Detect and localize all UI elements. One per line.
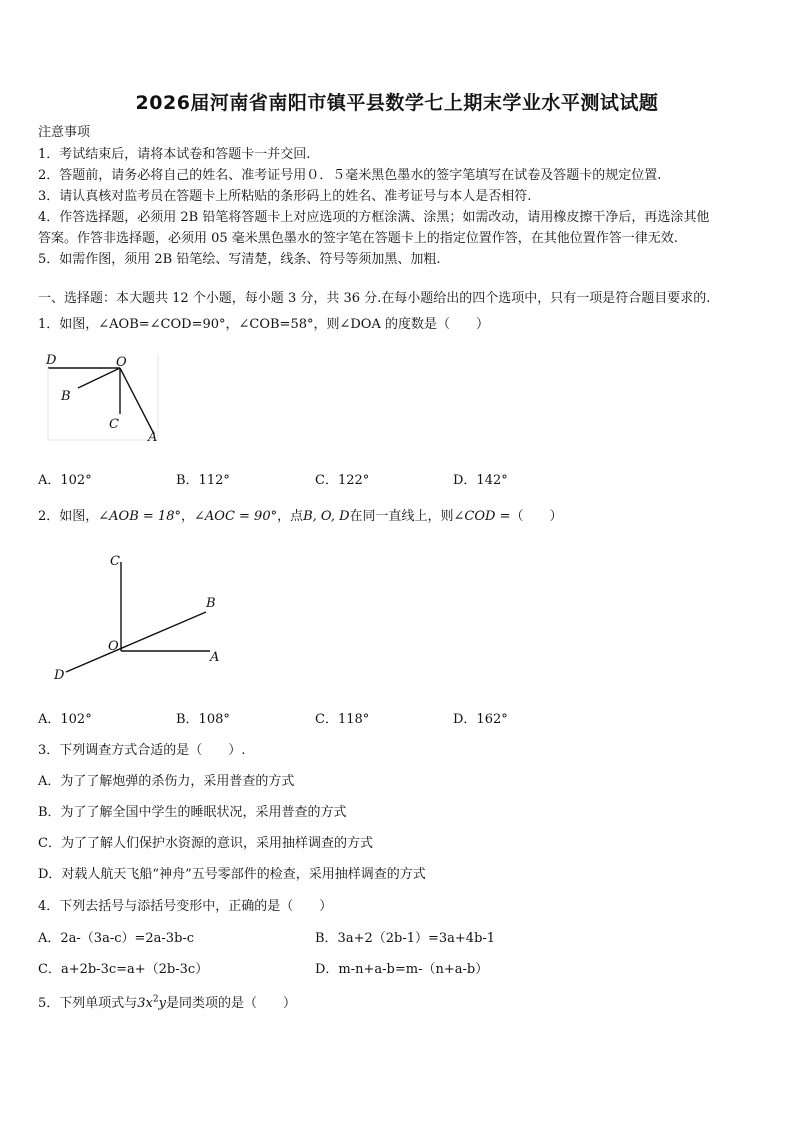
question-1-stem: 1．如图，∠AOB=∠COD=90°，∠COB=58°，则∠DOA 的度数是（ ） <box>38 317 489 332</box>
q3-option-d: D．对载人航天飞船“神舟”五号零部件的检查，采用抽样调查的方式 <box>38 867 426 882</box>
q5-expr-exponent: 2 <box>152 994 159 1005</box>
q4-option-d: D．m-n+a-b=m-（n+a-b） <box>315 962 489 977</box>
q2-sep: ， <box>180 509 194 524</box>
q3-option-c: C．为了了解人们保护水资源的意识，采用抽样调查的方式 <box>38 836 373 851</box>
q2-label-d: D <box>54 668 65 683</box>
notes-heading: 注意事项 <box>38 125 91 140</box>
q4-option-c: C．a+2b-3c=a+（2b-3c） <box>38 962 209 977</box>
question-2-figure <box>48 548 228 688</box>
note-item: 答案。作答非选择题，必须用 05 毫米黑色墨水的签字笔在答题卡上的指定位置作答，在其他位置作答一律无效. <box>38 231 678 246</box>
q1-label-d: D <box>46 353 57 368</box>
q5-stem-prefix: 5．下列单项式与 <box>38 996 138 1011</box>
note-item: 1．考试结束后，请将本试卷和答题卡一并交回. <box>38 147 311 162</box>
q2-option-a: A．102° <box>38 712 92 727</box>
q2-mid2: 在同一直线上，则 <box>349 509 454 524</box>
q1-label-b: B <box>61 389 71 404</box>
note-item: 3．请认真核对监考员在答题卡上所粘贴的条形码上的姓名、准考证号与本人是否相符. <box>38 189 532 204</box>
q3-option-b: B．为了了解全国中学生的睡眠状况，采用普查的方式 <box>38 805 347 820</box>
question-2-stem <box>38 505 563 524</box>
q2-points: B, O, D <box>303 509 350 524</box>
q4-option-a: A．2a-（3a-c）=2a-3b-c <box>38 931 195 946</box>
q2-angle-aob: ∠AOB = 18° <box>98 509 181 524</box>
q5-expr-var: y <box>158 996 166 1011</box>
q3-option-a: A．为了了解炮弹的杀伤力，采用普查的方式 <box>38 774 295 789</box>
q1-label-a: A <box>148 430 158 445</box>
question-5-stem <box>38 992 296 1011</box>
q2-label-c: C <box>110 554 120 569</box>
q1-option-d: D．142° <box>453 473 508 488</box>
question-4-stem: 4．下列去括号与添括号变形中，正确的是（ ） <box>38 899 333 914</box>
note-item: 2．答题前，请务必将自己的姓名、准考证号用０．５毫米黑色墨水的签字笔填写在试卷及答题卡的规定位置. <box>38 168 662 183</box>
q2-option-b: B．108° <box>176 712 230 727</box>
q2-option-d: D．162° <box>453 712 508 727</box>
q2-option-c: C．118° <box>315 712 370 727</box>
q1-option-c: C．122° <box>315 473 370 488</box>
note-item: 4．作答选择题，必须用 2B 铅笔将答题卡上对应选项的方框涂满、涂黑；如需改动，请用橡皮擦干净后，再选涂其他 <box>38 210 710 225</box>
q5-stem-end: 是同类项的是（ ） <box>165 996 296 1011</box>
q1-option-b: B．112° <box>176 473 230 488</box>
q4-option-b: B．3a+2（2b-1）=3a+4b-1 <box>315 931 496 946</box>
q1-option-a: A．102° <box>38 473 92 488</box>
note-item: 5．如需作图，须用 2B 铅笔绘、写清楚，线条、符号等须加黑、加粗. <box>38 252 441 267</box>
page-title: 2026届河南省南阳市镇平县数学七上期末学业水平测试试题 <box>135 92 659 114</box>
q2-stem-prefix: 2．如图， <box>38 509 99 524</box>
q2-angle-cod: ∠COD = <box>453 509 511 524</box>
section-heading: 一、选择题：本大题共 12 个小题，每小题 3 分，共 36 分.在每小题给出的四个选项中，只有一项是符合题目要求的. <box>38 291 711 306</box>
question-1-figure <box>40 348 170 448</box>
question-3-stem: 3．下列调查方式合适的是（ ）. <box>38 743 246 758</box>
q5-expr-base: 3x <box>137 996 153 1011</box>
q1-label-o: O <box>116 355 127 370</box>
q2-label-a: A <box>210 650 220 665</box>
q2-mid: ，点 <box>277 509 304 524</box>
q2-label-b: B <box>206 596 216 611</box>
q2-label-o: O <box>108 639 119 654</box>
q2-angle-aoc: ∠AOC = 90° <box>194 509 278 524</box>
q2-stem-end: （ ） <box>510 509 563 524</box>
q1-label-c: C <box>109 417 119 432</box>
